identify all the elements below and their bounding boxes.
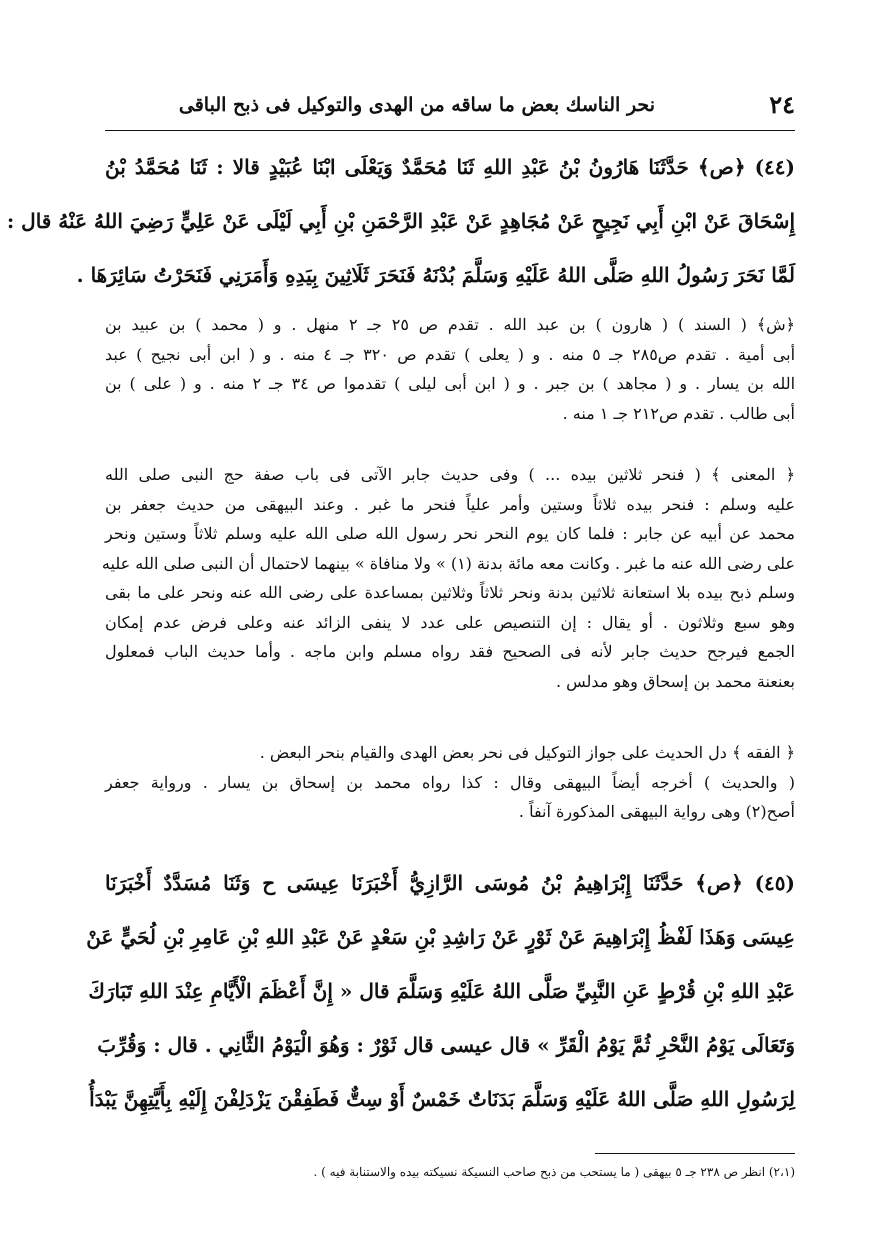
footnote: (٢،١) انظر ص ٢٣٨ جـ ٥ بيهقى ( ما يستحب من ذبح صاحب النسيكة نسيكته بيده والاستنابة فيه ) . [313,1165,795,1179]
commentary-line: بعنعنة محمد بن إسحاق وهو مدلس . [555,671,795,691]
commentary-line: عليه وسلم : فنحر بيده ثلاثاً وستين وأمر علياً فنحر ما غبر . وعند البيهقى من حديث جعفر بن [105,494,795,514]
hadith-line: (٤٤) ﴿ص﴾ حَدَّثَنَا هَارُونُ بْنُ عَبْدِ اللهِ ثَنَا مُحَمَّدٌ وَيَعْلَى ابْنَا عُبَيْدٍ قالا : ثَنَا مُحَمَّدُ بْنُ [105,155,795,179]
commentary-line: أبى طالب . تقدم ص٢١٢ جـ ١ منه . [562,403,795,423]
hadith-line: لِرَسُولِ اللهِ صَلَّى اللهُ عَلَيْهِ وَسَلَّمَ بَدَنَاتٌ خَمْسٌ أَوْ سِتٌّ فَطَفِقْنَ يَزْدَلِفْنَ إِلَيْهِ بِأَيَّتِهِنَّ يَبْدَأُ [89,1087,795,1111]
sanad-commentary [105,310,795,428]
commentary-line: الجمع فيرجح حديث جابر لأنه فى الصحيح فقد رواه مسلم وابن ماجه . وأما حديث الباب فمعلول [105,642,795,661]
hadith-line: إِسْحَاقَ عَنْ ابْنِ أَبِي نَجِيحٍ عَنْ مُجَاهِدٍ عَنْ عَبْدِ الرَّحْمَنِ بْنِ أَبِي لَيْلَى عَنْ عَلِيٍّ رَضِيَ اللهُ عَنْهُ قال : [6,209,795,233]
hadith-line: لَمَّا نَحَرَ رَسُولُ اللهِ صَلَّى اللهُ عَلَيْهِ وَسَلَّمَ بُدْنَهُ فَنَحَرَ ثَلَاثِينَ بِيَدِهِ وَأَمَرَنِي فَنَحَرْتُ سَائِرَهَا . [76,263,795,287]
book-page [6,88,796,1208]
commentary-line: الله بن يسار . و ( مجاهد ) بن جبر . و ( ابن أبى ليلى ) تقدموا ص ٣٤ جـ ٢ منه . و ( على ) بن [105,374,796,393]
header-rule [105,130,795,131]
running-title: نحر الناسك بعض ما ساقه من الهدى والتوكيل فى ذبح الباقى [178,94,655,116]
commentary-line: أبى أمية . تقدم ص٢٨٥ جـ ٥ منه . و ( يعلى ) تقدم ص ٣٢٠ جـ ٤ منه . و ( ابن أبى نجيح ) عبد [105,344,796,364]
page-number: ٢٤ [769,90,795,119]
commentary-line: محمد عن أبيه عن جابر : فلما كان يوم النحر نحر رسول الله صلى الله عليه وسلم ثلاثاً وستين ونحر [105,524,795,543]
commentary-line: ( والحديث ) أخرجه أيضاً البيهقى وقال : كذا رواه محمد بن إسحاق بن يسار . ورواية جعفر [105,772,795,792]
fiqh-commentary [105,738,795,827]
commentary-line: أصح(٢) وهى رواية البيهقى المذكورة آنفاً . [518,802,795,821]
commentary-line: ﴿ش﴾ ( السند ) ( هارون ) بن عبد الله . تقدم ص ٢٥ جـ ٢ منهل . و ( محمد ) بن عبيد بن [105,315,796,334]
commentary-line: ﴿ المعنى ﴾ ( فنحر ثلاثين بيده ... ) وفى حديث جابر الآتى فى باب صفة حج النبى صلى الله [105,465,795,484]
hadith-45-text [86,856,795,1126]
hadith-44-text [6,140,795,302]
commentary-line: ﴿ الفقه ﴾ دل الحديث على جواز التوكيل فى نحر بعض الهدى والقيام بنحر البعض . [259,743,795,762]
commentary-line: على رضى الله عنه ما غبر . وكانت معه مائة بدنة (١) » ولا منافاة » بينهما لاحتمال أن النبى صلى الله عليه [101,553,795,573]
hadith-line: عَبْدِ اللهِ بْنِ قُرْطٍ عَنِ النَّبِيِّ صَلَّى اللهُ عَلَيْهِ وَسَلَّمَ قال « إِنَّ أَعْظَمَ الْأَيَّامِ عِنْدَ اللهِ تَبَارَكَ [88,979,795,1003]
footnote-rule [595,1153,795,1154]
meaning-commentary [101,460,795,696]
commentary-line: وهو سبع وثلاثون . أو يقال : إن التنصيص على عدد لا ينفى الزائد عنه وعلى فرض عدم إمكان [105,612,795,632]
hadith-line: عِيسَى وَهَذَا لَفْظُ إِبْرَاهِيمَ عَنْ ثَوْرٍ عَنْ رَاشِدِ بْنِ سَعْدٍ عَنْ عَبْدِ اللهِ بْنِ عَامِرِ بْنِ لُحَيٍّ عَنْ [86,925,795,949]
commentary-line: وسلم ذبح بيده بلا استعانة ثلاثين بدنة ونحر ثلاثاً وثلاثين بمساعدة على رضى الله عنه ونحر على ما بقى [105,583,795,602]
page-header [105,88,795,128]
hadith-line: (٤٥) ﴿ص﴾ حَدَّثَنَا إِبْرَاهِيمُ بْنُ مُوسَى الرَّازِيُّ أَخْبَرَنَا عِيسَى ح وَثَنَا مُسَدَّدٌ أَخْبَرَنَا [105,871,795,895]
hadith-line: وَتَعَالَى يَوْمُ النَّحْرِ ثُمَّ يَوْمُ الْقَرِّ » قال عيسى قال ثَوْرٌ : وَهُوَ الْيَوْمُ الثَّانِي . قال : وَقُرِّبَ [97,1033,795,1057]
